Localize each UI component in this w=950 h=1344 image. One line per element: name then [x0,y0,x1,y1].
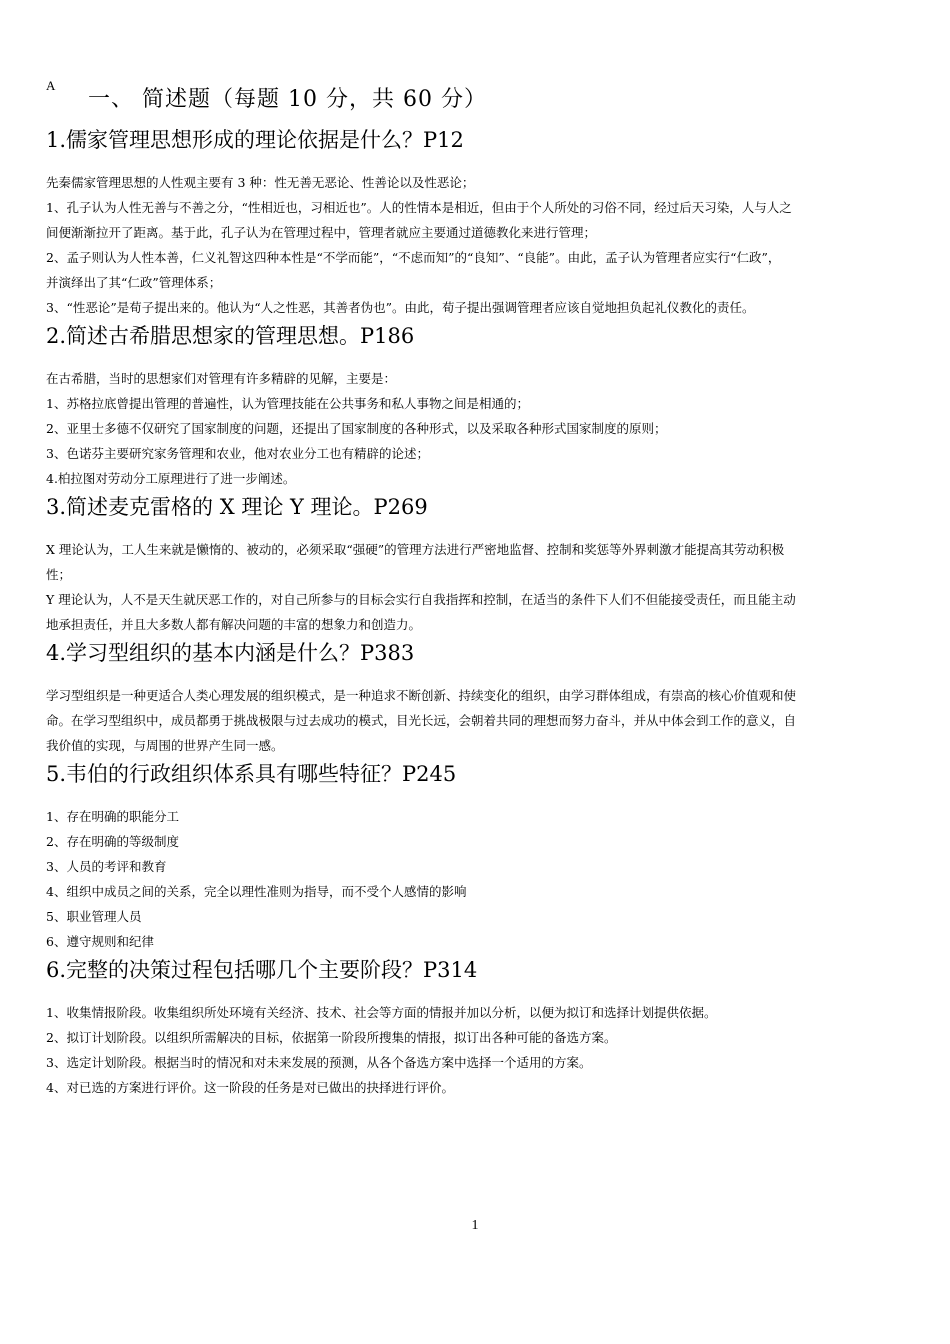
answer-line: 1、孔子认为人性无善与不善之分，“性相近也，习相近也”。人的性情本是相近，但由于个人所处的习俗不同，经过后天习染，人与人之 [46,200,792,215]
answer-line: 学习型组织是一种更适合人类心理发展的组织模式，是一种追求不断创新、持续变化的组织，由学习群体组成，有崇高的核心价值观和使 [46,688,797,703]
answer-line: 5、职业管理人员 [46,909,142,924]
answer-line: 4、组织中成员之间的关系，完全以理性准则为指导，而不受个人感情的影响 [46,884,467,899]
answer-body [46,170,912,320]
answer-body [46,366,912,491]
section-5 [46,758,912,954]
page-number: 1 [471,1218,479,1233]
answer-line: 性； [46,567,72,582]
main-heading: 一、 简述题（每题 10 分，共 60 分） [88,87,487,112]
answer-line: 2、亚里士多德不仅研究了国家制度的问题，还提出了国家制度的各种形式，以及采取各种形式国家制度的原则； [46,421,667,436]
answer-body [46,537,912,637]
answer-line: 3、“性恶论”是荀子提出来的。他认为“人之性恶，其善者伪也”。由此，荀子提出强调管理者应该自觉地担负起礼仪教化的责任。 [46,300,755,315]
answer-body [46,683,912,758]
answer-line: X 理论认为，工人生来就是懒惰的、被动的，必须采取“强硬”的管理方法进行严密地监督、控制和奖惩等外界刺激才能提高其劳动积极 [46,542,785,557]
answer-line: 并演绎出了其“仁政”管理体系； [46,275,222,290]
answer-line: 3、选定计划阶段。根据当时的情况和对未来发展的预测，从各个备选方案中选择一个适用的方案。 [46,1055,592,1070]
answer-line: 1、存在明确的职能分工 [46,809,179,824]
section-2 [46,320,912,491]
answer-line: 2、存在明确的等级制度 [46,834,179,849]
answer-line: 6、遵守规则和纪律 [46,934,154,949]
question-title: 2.简述古希腊思想家的管理思想。P186 [46,324,415,348]
question-title: 3.简述麦克雷格的 X 理论 Y 理论。P269 [46,495,428,519]
section-1 [46,124,912,320]
answer-line: Y 理论认为，人不是天生就厌恶工作的，对自己所参与的目标会实行自我指挥和控制，在适当的条件下人们不但能接受责任，而且能主动 [46,592,796,607]
answer-line: 在古希腊，当时的思想家们对管理有许多精辟的见解，主要是： [46,371,397,386]
question-title: 1.儒家管理思想形成的理论依据是什么？P12 [46,128,464,152]
answer-line: 4、对已选的方案进行评价。这一阶段的任务是对已做出的抉择进行评价。 [46,1080,454,1095]
answer-line: 2、拟订计划阶段。以组织所需解决的目标，依据第一阶段所搜集的情报，拟订出各种可能的备选方案。 [46,1030,617,1045]
answer-line: 我价值的实现，与周围的世界产生同一感。 [46,738,284,753]
answer-line: 间便渐渐拉开了距离。基于此，孔子认为在管理过程中，管理者就应主要通过道德教化来进行管理； [46,225,597,240]
answer-line: 先秦儒家管理思想的人性观主要有 3 种：性无善无恶论、性善论以及性恶论； [46,175,475,190]
answer-line: 命。在学习型组织中，成员都勇于挑战极限与过去成功的模式，目光长远，会朝着共同的理想而努力奋斗，并从中体会到工作的意义，自 [46,713,797,728]
answer-line: 3、色诺芬主要研究家务管理和农业，他对农业分工也有精辟的论述； [46,446,429,461]
content [46,124,912,1100]
answer-body [46,1000,912,1100]
answer-body [46,804,912,954]
answer-line: 3、人员的考评和教育 [46,859,167,874]
answer-line: 1、苏格拉底曾提出管理的普遍性，认为管理技能在公共事务和私人事物之间是相通的； [46,396,529,411]
corner-mark: A [46,78,56,93]
question-title: 6.完整的决策过程包括哪几个主要阶段？P314 [46,958,478,982]
answer-line: 地承担责任，并且大多数人都有解决问题的丰富的想象力和创造力。 [46,617,422,632]
answer-line: 2、孟子则认为人性本善，仁义礼智这四种本性是“不学而能”，“不虑而知”的“良知”、“良能”。由此，孟子认为管理者应实行“仁政”， [46,250,781,265]
section-4 [46,637,912,758]
question-title: 5.韦伯的行政组织体系具有哪些特征？P245 [46,762,457,786]
section-3 [46,491,912,637]
answer-line: 4.柏拉图对劳动分工原理进行了进一步阐述。 [46,471,296,486]
answer-line: 1、收集情报阶段。收集组织所处环境有关经济、技术、社会等方面的情报并加以分析，以便为拟订和选择计划提供依据。 [46,1005,717,1020]
question-title: 4.学习型组织的基本内涵是什么？P383 [46,641,415,665]
section-6 [46,954,912,1100]
